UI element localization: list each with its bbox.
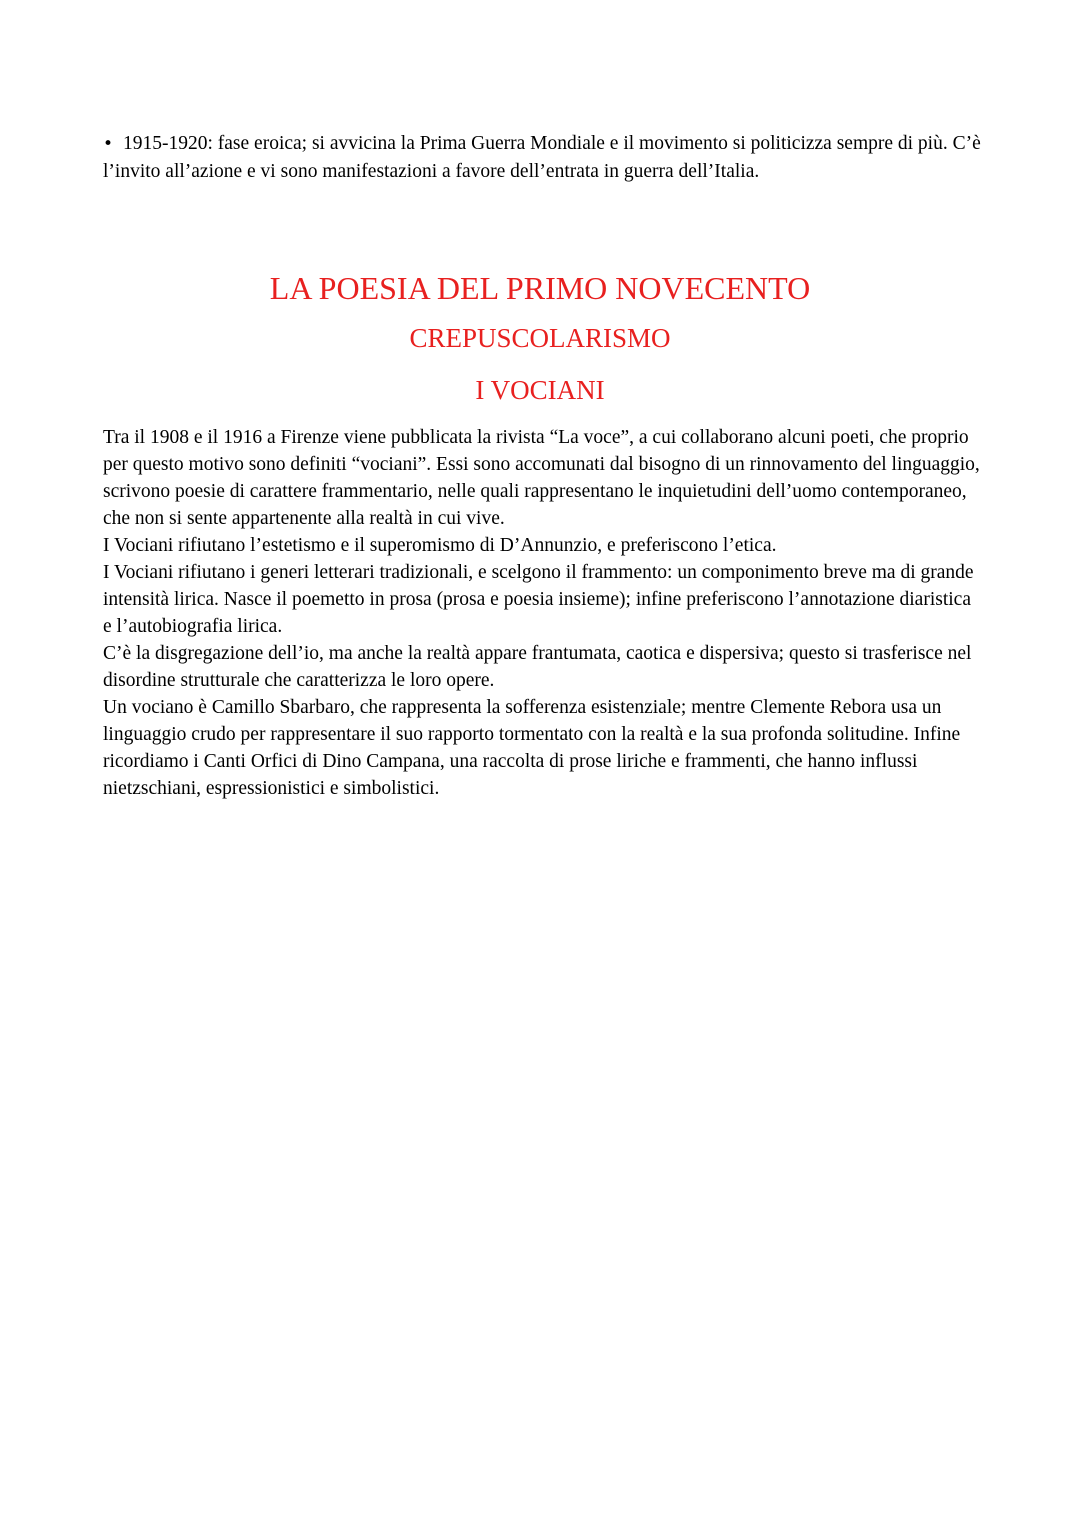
intro-bullet-paragraph bbox=[103, 130, 983, 185]
section-headings bbox=[0, 264, 1080, 416]
main-heading: LA POESIA DEL PRIMO NOVECENTO bbox=[269, 270, 811, 306]
paragraph-autori: Un vociano è Camillo Sbarbaro, che rappresenta la sofferenza esistenziale; mentre Clemente Rebora usa un linguaggio crudo per rappresentare il suo rapporto tormentato con la realtà e la sua profonda solitudine. Infine ricordiamo i Canti Orfici di Dino Campana, una raccolta di prose liriche e frammenti, che hanno influssi nietzschiani, espressionistici e simbolistici. bbox=[103, 697, 961, 799]
paragraph-estetismo: I Vociani rifiutano l’estetismo e il superomismo di D’Annunzio, e preferiscono l’etica. bbox=[103, 535, 777, 556]
subheading-vociani: I VOCIANI bbox=[475, 375, 605, 405]
body-text bbox=[103, 424, 983, 802]
subheading-crepuscolarismo: CREPUSCOLARISMO bbox=[409, 323, 671, 353]
paragraph-frammento: I Vociani rifiutano i generi letterari tradizionali, e scelgono il frammento: un componimento breve ma di grande intensità lirica. Nasce il poemetto in prosa (prosa e poesia insieme); infine preferiscono l’annotazione diaristica e l’autobiografia lirica. bbox=[103, 562, 974, 637]
paragraph-la-voce: Tra il 1908 e il 1916 a Firenze viene pubblicata la rivista “La voce”, a cui collaborano alcuni poeti, che proprio per questo motivo sono definiti “vociani”. Essi sono accomunati dal bisogno di un rinnovamento del linguaggio, scrivono poesie di carattere frammentario, nelle quali rappresentano le inquietudini dell’uomo contemporaneo, che non si sente appartenente alla realtà in cui vive. bbox=[103, 427, 980, 529]
paragraph-disgregazione: C’è la disgregazione dell’io, ma anche la realtà appare frantumata, caotica e dispersiva; questo si trasferisce nel disordine strutturale che caratterizza le loro opere. bbox=[103, 643, 972, 691]
intro-text: 1915-1920: fase eroica; si avvicina la Prima Guerra Mondiale e il movimento si politicizza sempre di più. C’è l’invito all’azione e vi sono manifestazioni a favore dell’entrata in guerra dell’Italia. bbox=[103, 133, 981, 182]
bullet-icon: • bbox=[103, 134, 114, 154]
